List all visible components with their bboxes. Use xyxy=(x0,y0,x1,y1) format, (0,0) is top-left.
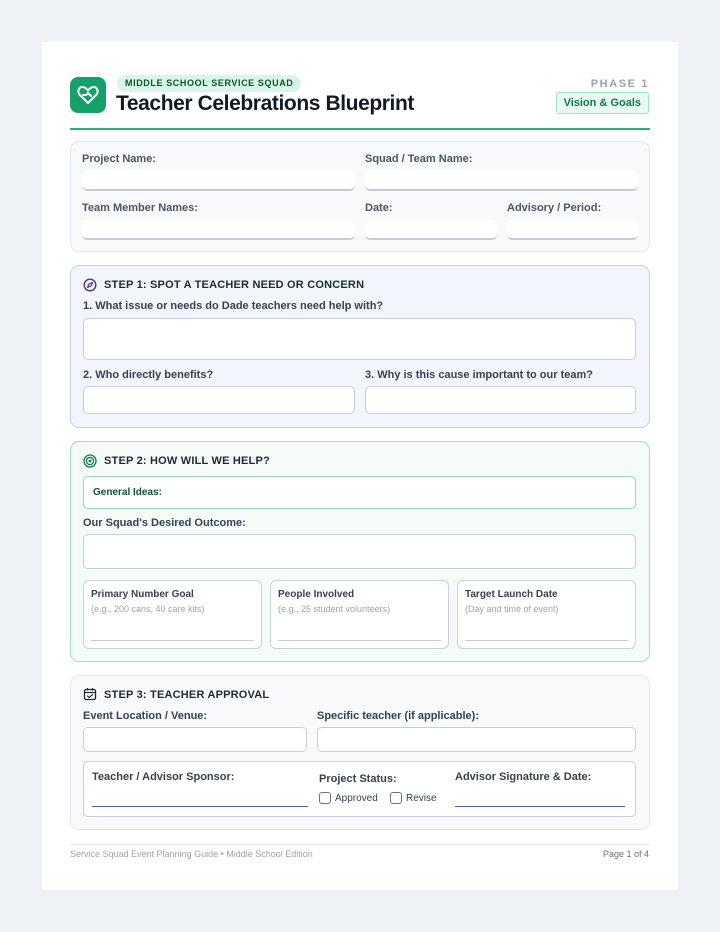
project-status-label: Project Status: xyxy=(319,773,397,785)
step-1-section xyxy=(70,265,650,428)
step-2-heading: STEP 2: HOW WILL WE HELP? xyxy=(104,455,270,467)
project-info-section xyxy=(70,141,650,252)
target-icon xyxy=(83,454,97,468)
card-hint: (Day and time of event) xyxy=(465,604,559,614)
advisor-signature-line[interactable] xyxy=(455,806,625,807)
sponsor-label: Teacher / Advisor Sponsor: xyxy=(92,771,235,783)
question-2-field[interactable] xyxy=(83,386,355,414)
desired-outcome-field[interactable] xyxy=(83,534,636,569)
advisory-label: Advisory / Period: xyxy=(507,202,602,214)
advisor-signature-label: Advisor Signature & Date: xyxy=(455,771,592,783)
step-3-heading: STEP 3: TEACHER APPROVAL xyxy=(104,689,270,701)
approved-label: Approved xyxy=(335,793,378,804)
page-title: Teacher Celebrations Blueprint xyxy=(116,92,415,115)
date-label: Date: xyxy=(365,202,393,214)
heart-hand-logo-icon xyxy=(70,77,106,113)
advisory-field[interactable] xyxy=(507,220,638,240)
general-ideas-label: General Ideas: xyxy=(93,487,162,498)
question-2-label: 2. Who directly benefits? xyxy=(83,369,214,381)
desired-outcome-label: Our Squad's Desired Outcome: xyxy=(83,517,246,529)
card-hint: (e.g., 200 cans, 40 care kits) xyxy=(91,604,205,614)
approved-checkbox[interactable] xyxy=(319,792,331,804)
card-answer-line xyxy=(278,640,441,641)
project-name-label: Project Name: xyxy=(82,153,156,165)
compass-icon xyxy=(83,278,97,292)
card-answer-line xyxy=(91,640,254,641)
revise-label: Revise xyxy=(406,793,437,804)
team-members-field[interactable] xyxy=(82,220,355,240)
card-title: People Involved xyxy=(278,589,355,600)
header-divider xyxy=(70,128,650,130)
revise-checkbox[interactable] xyxy=(390,792,402,804)
question-1-label: 1. What issue or needs do Dade teachers need help with? xyxy=(83,300,384,312)
card-title: Target Launch Date xyxy=(465,589,558,600)
question-1-field[interactable] xyxy=(83,318,636,360)
project-name-field[interactable] xyxy=(82,171,355,191)
general-ideas-field[interactable] xyxy=(83,476,636,509)
calendar-check-icon xyxy=(83,687,97,701)
phase-label: PHASE 1 xyxy=(590,78,649,90)
footer-guide-title: Service Squad Event Planning Guide • Middle School Edition xyxy=(70,849,313,859)
specific-teacher-label: Specific teacher (if applicable): xyxy=(317,710,479,722)
program-badge: MIDDLE SCHOOL SERVICE SQUAD xyxy=(117,75,301,92)
team-members-label: Team Member Names: xyxy=(82,202,198,214)
page-number: Page 1 of 4 xyxy=(602,849,649,859)
question-3-label: 3. Why is this cause important to our team? xyxy=(365,369,593,381)
goal-card-launch-date[interactable] xyxy=(457,580,636,649)
worksheet-page xyxy=(42,42,678,890)
footer-divider xyxy=(70,844,650,845)
squad-name-field[interactable] xyxy=(365,171,638,191)
question-3-field[interactable] xyxy=(365,386,636,414)
approval-panel xyxy=(83,761,636,817)
card-title: Primary Number Goal xyxy=(91,589,194,600)
goal-card-primary-number[interactable] xyxy=(83,580,262,649)
step-3-section xyxy=(70,675,650,830)
card-answer-line xyxy=(465,640,628,641)
goal-card-people-involved[interactable] xyxy=(270,580,449,649)
specific-teacher-field[interactable] xyxy=(317,727,636,752)
card-hint: (e.g., 25 student volunteers) xyxy=(278,604,391,614)
step-1-heading: STEP 1: SPOT A TEACHER NEED OR CONCERN xyxy=(104,279,365,291)
step-2-section xyxy=(70,441,650,662)
phase-name-badge: Vision & Goals xyxy=(556,92,649,114)
date-field[interactable] xyxy=(365,220,497,240)
event-location-field[interactable] xyxy=(83,727,307,752)
squad-name-label: Squad / Team Name: xyxy=(365,153,473,165)
sponsor-signature-line[interactable] xyxy=(92,806,308,807)
event-location-label: Event Location / Venue: xyxy=(83,710,208,722)
